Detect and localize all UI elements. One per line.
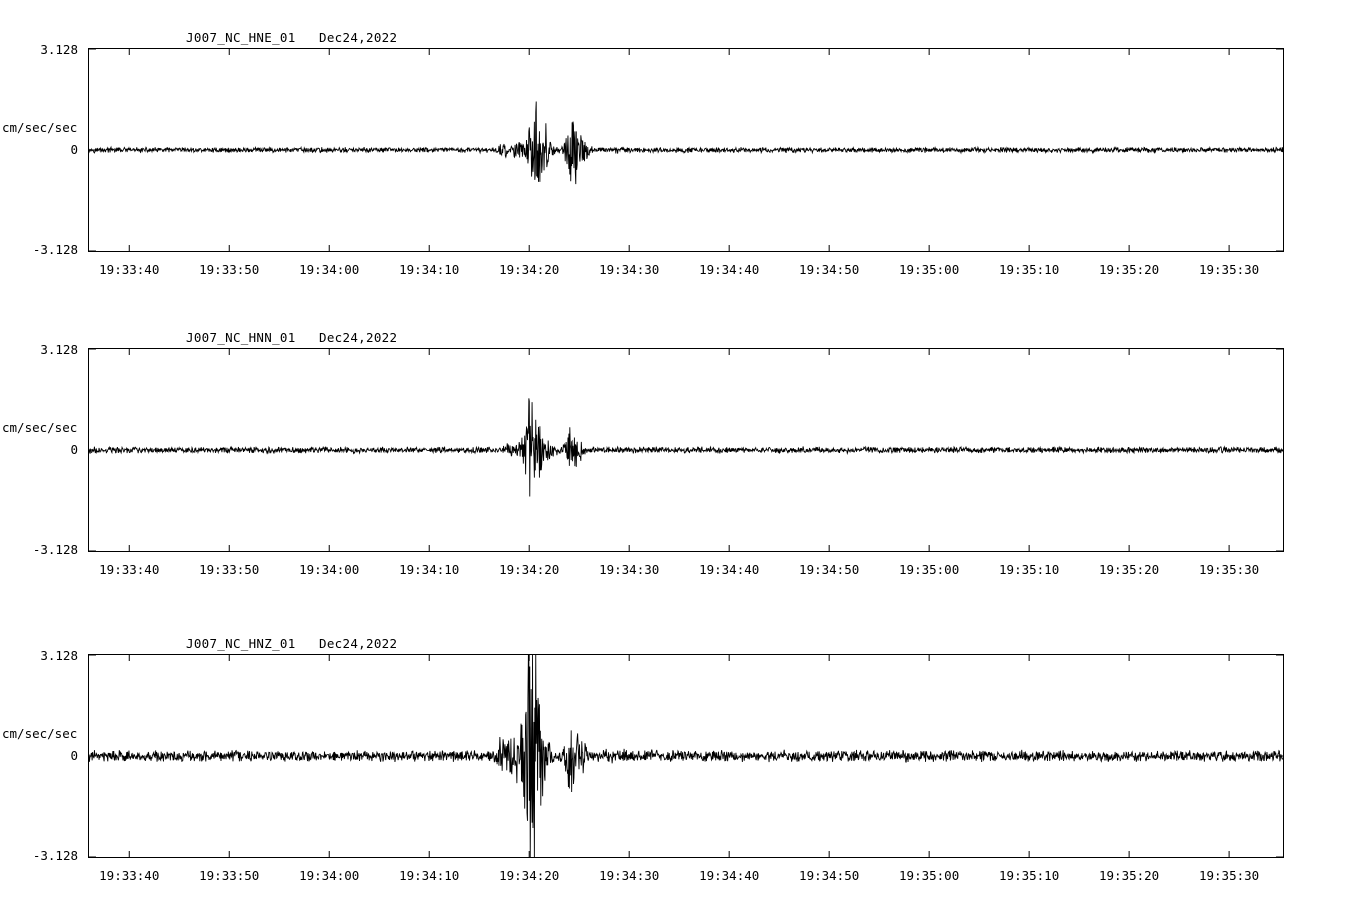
x-tick-label: 19:35:20 bbox=[1099, 262, 1160, 277]
x-tick-label: 19:34:10 bbox=[399, 562, 460, 577]
waveform-trace bbox=[88, 654, 1284, 858]
x-tick-label: 19:34:50 bbox=[799, 868, 860, 883]
x-tick-label: 19:35:00 bbox=[899, 262, 960, 277]
x-tick-label: 19:34:40 bbox=[699, 868, 760, 883]
y-tick-zero: 0 bbox=[70, 748, 78, 763]
waveform-path-group bbox=[88, 101, 1284, 184]
x-tick-label: 19:33:50 bbox=[199, 562, 260, 577]
x-tick-label: 19:33:40 bbox=[99, 868, 160, 883]
seismogram-panel-hnz bbox=[0, 606, 1358, 906]
x-tick-label: 19:33:40 bbox=[99, 262, 160, 277]
waveform-path bbox=[88, 101, 1284, 184]
seismogram-panel-hnn bbox=[0, 300, 1358, 600]
x-tick-label: 19:35:30 bbox=[1198, 868, 1260, 883]
y-tick-zero: 0 bbox=[70, 142, 78, 157]
seismogram-panel-hne bbox=[0, 0, 1358, 300]
y-tick-bottom: -3.128 bbox=[32, 542, 78, 557]
waveform-path-group bbox=[88, 655, 1284, 857]
x-tick-label: 19:33:50 bbox=[199, 262, 260, 277]
y-tick-bottom: -3.128 bbox=[32, 242, 78, 257]
x-tick-label: 19:34:20 bbox=[499, 562, 560, 577]
y-tick-zero: 0 bbox=[70, 442, 78, 457]
x-tick-label: 19:35:20 bbox=[1099, 562, 1160, 577]
x-tick-label: 19:35:00 bbox=[899, 868, 960, 883]
x-tick-label: 19:35:30 bbox=[1198, 262, 1260, 277]
x-tick-label: 19:34:20 bbox=[499, 262, 560, 277]
x-tick-label: 19:34:20 bbox=[499, 868, 560, 883]
x-tick-label: 19:34:00 bbox=[299, 868, 360, 883]
x-tick-label: 19:34:40 bbox=[699, 562, 760, 577]
y-tick-top: 3.128 bbox=[40, 342, 78, 357]
x-tick-label: 19:33:40 bbox=[99, 562, 160, 577]
x-tick-label: 19:34:50 bbox=[799, 562, 860, 577]
waveform-path-group bbox=[88, 398, 1284, 496]
y-axis-units-label: cm/sec/sec bbox=[2, 420, 78, 435]
y-tick-top: 3.128 bbox=[40, 648, 78, 663]
y-tick-top: 3.128 bbox=[40, 42, 78, 57]
x-tick-label: 19:35:10 bbox=[999, 262, 1060, 277]
x-tick-label: 19:34:30 bbox=[599, 562, 660, 577]
trace-title: J007_NC_HNN_01 Dec24,2022 bbox=[186, 330, 398, 345]
x-tick-label: 19:33:50 bbox=[199, 868, 260, 883]
x-tick-label: 19:35:30 bbox=[1198, 562, 1260, 577]
trace-title: J007_NC_HNE_01 Dec24,2022 bbox=[186, 30, 398, 45]
y-axis-units-label: cm/sec/sec bbox=[2, 120, 78, 135]
trace-title: J007_NC_HNZ_01 Dec24,2022 bbox=[186, 636, 398, 651]
y-tick-bottom: -3.128 bbox=[32, 848, 78, 863]
x-tick-label: 19:34:00 bbox=[299, 562, 360, 577]
waveform-trace bbox=[88, 348, 1284, 552]
x-tick-label: 19:34:30 bbox=[599, 262, 660, 277]
x-tick-label: 19:34:30 bbox=[599, 868, 660, 883]
x-tick-label: 19:34:50 bbox=[799, 262, 860, 277]
x-tick-label: 19:35:00 bbox=[899, 562, 960, 577]
x-tick-label: 19:34:00 bbox=[299, 262, 360, 277]
waveform-path bbox=[88, 398, 1284, 496]
y-axis-units-label: cm/sec/sec bbox=[2, 726, 78, 741]
x-tick-label: 19:35:20 bbox=[1099, 868, 1160, 883]
x-tick-label: 19:35:10 bbox=[999, 868, 1060, 883]
x-tick-label: 19:34:40 bbox=[699, 262, 760, 277]
x-tick-label: 19:35:10 bbox=[999, 562, 1060, 577]
x-tick-label: 19:34:10 bbox=[399, 262, 460, 277]
waveform-trace bbox=[88, 48, 1284, 252]
waveform-path bbox=[88, 655, 1284, 857]
x-tick-label: 19:34:10 bbox=[399, 868, 460, 883]
